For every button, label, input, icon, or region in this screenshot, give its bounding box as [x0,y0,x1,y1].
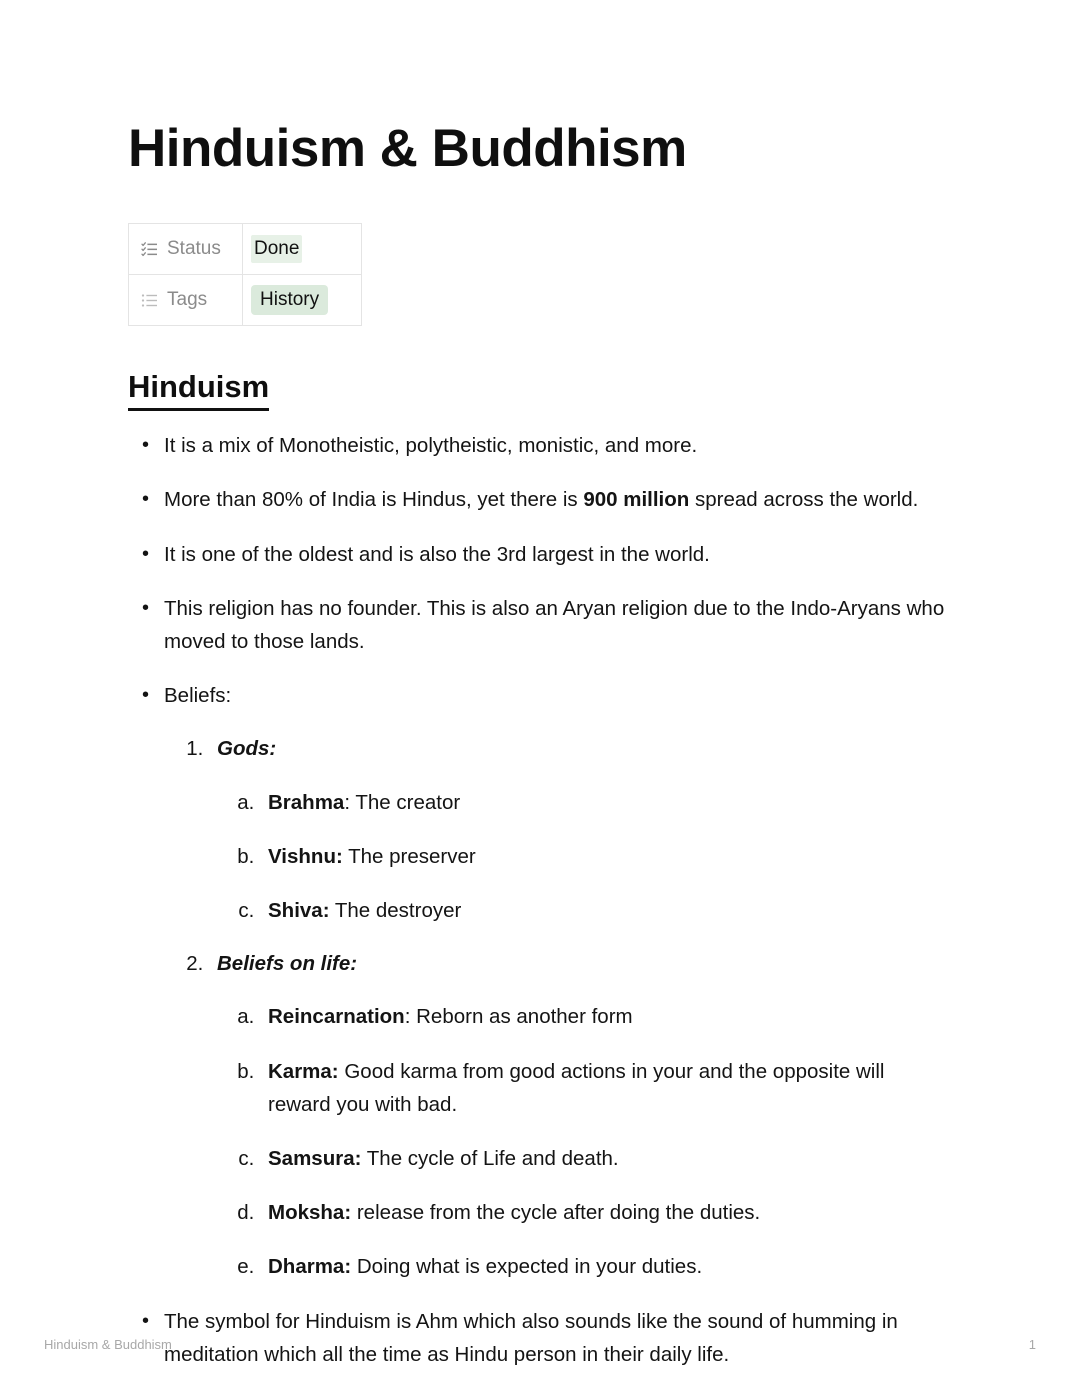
list-item [164,592,952,658]
property-row-tags [129,275,362,326]
page-footer [0,1337,1080,1352]
term: Vishnu: [268,844,343,868]
definition: The preserver [348,844,476,868]
properties-table [128,223,362,326]
beliefs-on-life-sublist [217,1000,952,1283]
beliefs-numbered-list [164,732,952,1283]
list-item [164,483,952,516]
footer-page-number: 1 [1028,1337,1036,1352]
tag-badge-history[interactable]: History [251,285,328,315]
definition: Good karma from good actions in your and the opposite will reward you with bad. [268,1059,885,1116]
list-item [260,894,952,927]
term: Karma: [268,1059,339,1083]
list-item-beliefs [164,679,952,1283]
gods-sublist [217,786,952,928]
term-separator: : [344,790,356,814]
property-row-status [129,224,362,275]
definition: release from the cycle after doing the duties. [356,1201,761,1225]
term: Shiva: [268,899,330,923]
bullet-text-pre: More than 80% of India is Hindus, yet there is [164,488,584,512]
bullet-text: Beliefs: [164,684,232,708]
list-item [164,538,952,571]
term: Brahma [268,790,345,814]
definition: The cycle of Life and death. [366,1147,619,1171]
term: Reincarnation [268,1005,405,1029]
list-item [260,1142,952,1175]
property-value-cell-status[interactable] [243,224,362,275]
list-item [164,429,952,462]
property-value-cell-tags[interactable] [243,275,362,326]
term: Moksha: [268,1201,352,1225]
property-label-status: Status [167,238,221,260]
property-label-tags: Tags [167,289,208,311]
bullet-text: It is one of the oldest and is also the 3rd largest in the world. [164,542,710,566]
definition: Reborn as another form [416,1005,633,1029]
property-label-cell-tags [129,275,243,326]
list-item [260,840,952,873]
list-item-beliefs-on-life [209,947,952,1283]
page-title: Hinduism & Buddhism [128,119,687,178]
footer-document-name: Hinduism & Buddhism [44,1337,172,1352]
list-item [260,1250,952,1283]
list-item-gods [209,732,952,927]
bullet-text-emphasis: 900 million [583,488,690,512]
bullet-text-post: spread across the world. [689,488,919,512]
checklist-icon [141,241,158,258]
definition: Doing what is expected in your duties. [356,1255,703,1279]
bullet-text: This religion has no founder. This is also an Aryan religion due to the Indo-Aryans who moved to those lands. [164,596,945,654]
hinduism-bullet-list [128,429,952,1371]
section-heading-hinduism: Hinduism [128,368,269,411]
definition: The creator [355,790,461,814]
definition: The destroyer [334,899,462,923]
bullet-text: The symbol for Hinduism is Ahm which also sounds like the sound of humming in meditation which all the time as Hindu person in their daily life. [164,1309,898,1366]
term: Samsura: [268,1147,362,1171]
list-item [260,1055,952,1121]
list-item [260,1000,952,1033]
term-separator: : [404,1005,417,1029]
beliefs-group-title: Beliefs on life: [217,952,358,976]
bulleted-list-icon [141,292,158,309]
term: Dharma: [268,1255,352,1279]
bullet-text: It is a mix of Monotheistic, polytheistic, monistic, and more. [164,434,698,458]
status-badge[interactable]: Done [251,235,302,263]
property-label-cell-status [129,224,243,275]
list-item [260,786,952,819]
list-item [260,1196,952,1229]
beliefs-group-title: Gods: [217,737,277,761]
